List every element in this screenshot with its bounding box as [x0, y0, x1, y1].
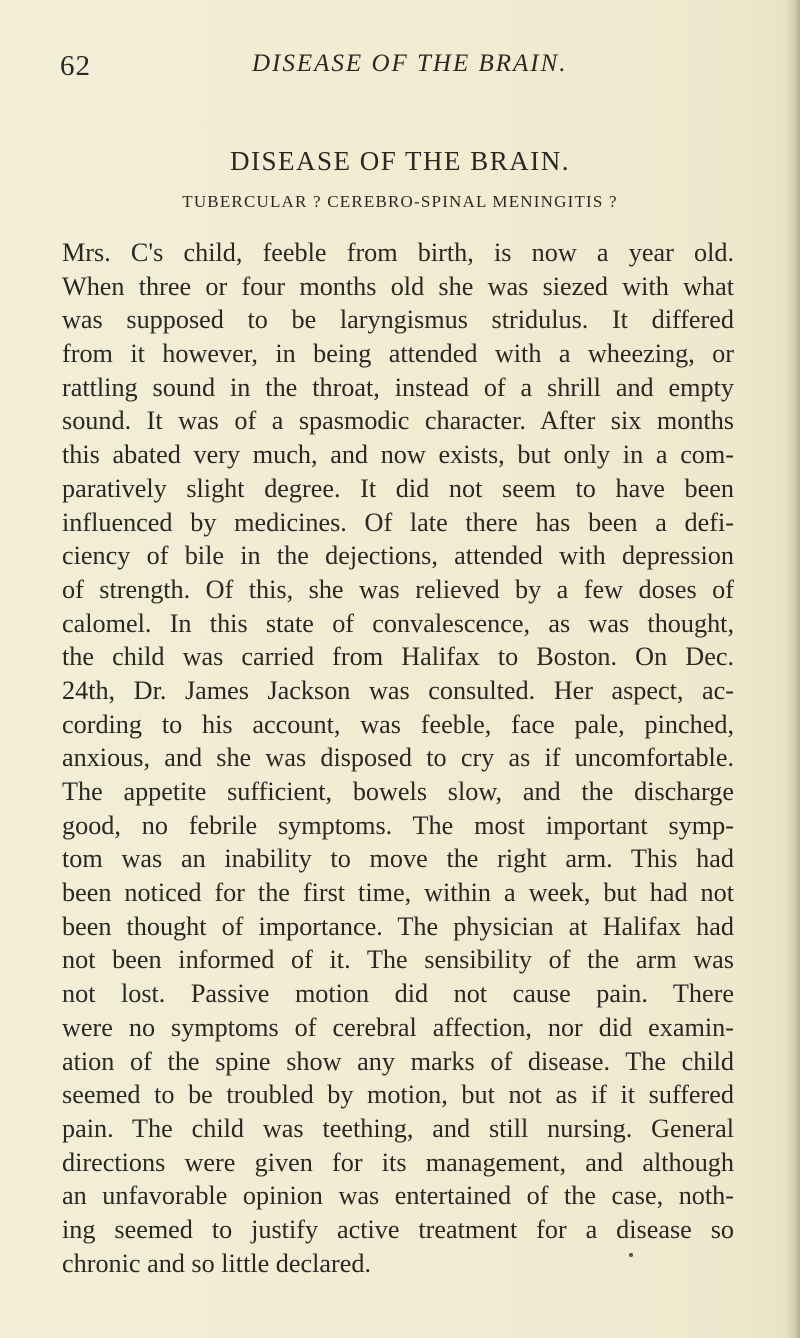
body-line: of strength. Of this, she was relieved by a few doses of — [62, 574, 734, 604]
body-line: pain. The child was teething, and still nursing. General — [62, 1113, 734, 1143]
body-line: The appetite sufficient, bowels slow, and the discharge — [62, 777, 734, 806]
body-line: seemed to be troubled by motion, but not as if it suffered — [62, 1080, 734, 1110]
body-line: ing seemed to justify active treatment for a disease so — [62, 1214, 734, 1244]
body-line: influenced by medicines. Of late there has been a defi- — [62, 507, 734, 537]
body-line: been thought of importance. The physician at Halifax had — [62, 911, 734, 941]
body-line: 24th, Dr. James Jackson was consulted. Her aspect, ac- — [62, 675, 734, 705]
chapter-subtitle: TUBERCULAR ? CEREBRO-SPINAL MENINGITIS ? — [182, 192, 618, 211]
ink-speck — [629, 1253, 633, 1257]
body-line: this abated very much, and now exists, but only in a com- — [62, 440, 734, 470]
page-number: 62 — [60, 50, 91, 82]
body-line: calomel. In this state of convalescence, as was thought, — [62, 608, 734, 638]
chapter-title: DISEASE OF THE BRAIN. — [229, 146, 571, 176]
body-line: not lost. Passive motion did not cause pain. There — [62, 979, 734, 1009]
body-line: the child was carried from Halifax to Boston. On Dec. — [62, 642, 734, 672]
body-line: tom was an inability to move the right arm. This had — [62, 844, 734, 874]
body-text — [62, 236, 734, 1280]
running-title: DISEASE OF THE BRAIN. — [252, 50, 568, 77]
body-line: ciency of bile in the dejections, attended with depression — [62, 541, 734, 571]
body-line: from it however, in being attended with a wheezing, or — [62, 339, 734, 369]
body-line: directions were given for its management, and although — [62, 1147, 734, 1177]
body-line: ation of the spine show any marks of disease. The child — [62, 1046, 734, 1076]
body-line: paratively slight degree. It did not seem to have been — [62, 473, 734, 503]
body-line: When three or four months old she was siezed with what — [62, 271, 734, 301]
body-line: sound. It was of a spasmodic character. After six months — [62, 406, 734, 436]
body-line: rattling sound in the throat, instead of a shrill and empty — [62, 372, 734, 402]
body-line: been noticed for the first time, within a week, but had not — [62, 878, 734, 908]
body-line: good, no febrile symptoms. The most important symp- — [62, 810, 734, 840]
body-line: chronic and so little declared. — [62, 1248, 372, 1278]
body-line: were no symptoms of cerebral affection, nor did examin- — [62, 1012, 734, 1042]
running-head — [60, 50, 760, 90]
body-line: an unfavorable opinion was entertained of the case, noth- — [62, 1181, 734, 1211]
body-line: cording to his account, was feeble, face pale, pinched, — [62, 709, 734, 739]
body-line: anxious, and she was disposed to cry as if uncomfortable. — [62, 743, 734, 773]
body-line: was supposed to be laryngismus stridulus. It differed — [62, 305, 734, 335]
body-line: not been informed of it. The sensibility of the arm was — [62, 945, 734, 975]
body-line: Mrs. C's child, feeble from birth, is now a year old. — [62, 238, 734, 267]
